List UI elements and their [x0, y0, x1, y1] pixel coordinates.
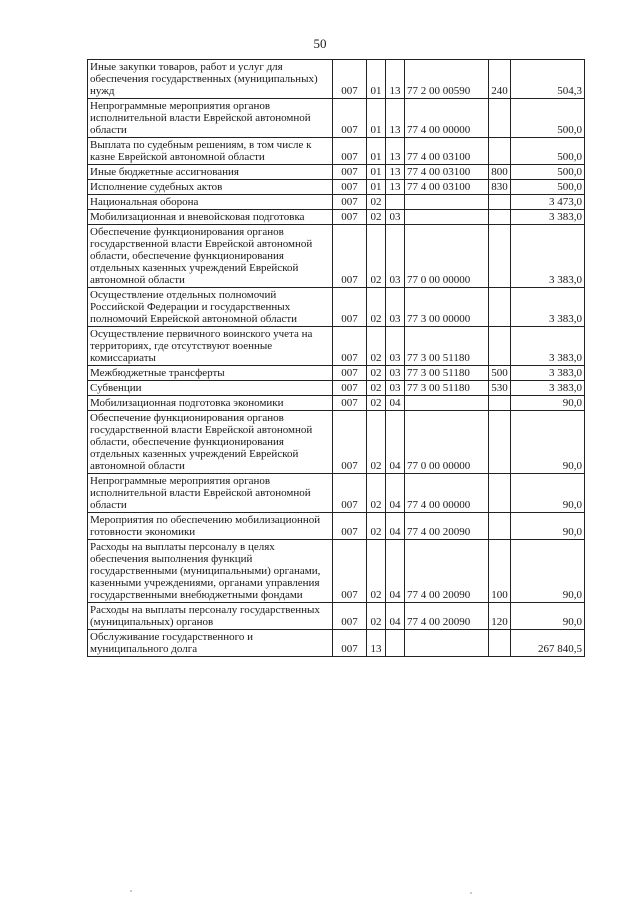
row-grbs: 007 [333, 138, 367, 165]
row-sum: 90,0 [511, 396, 585, 411]
row-grbs: 007 [333, 513, 367, 540]
row-section: 02 [367, 225, 386, 288]
row-subsection: 03 [386, 381, 405, 396]
row-grbs: 007 [333, 381, 367, 396]
row-name: Мобилизационная подготовка экономики [88, 396, 333, 411]
row-sum: 3 383,0 [511, 225, 585, 288]
table-row [88, 60, 585, 99]
row-subsection [386, 630, 405, 657]
row-target-article: 77 4 00 00000 [405, 99, 489, 138]
row-sum: 500,0 [511, 165, 585, 180]
row-subsection: 03 [386, 366, 405, 381]
table-row [88, 195, 585, 210]
row-section: 01 [367, 165, 386, 180]
row-expense-type [489, 513, 511, 540]
row-name: Обеспечение функционирования органов государственной власти Еврейской автономной области, обеспечение функционирования отдельных казенных учреждений Еврейской автономной области [88, 225, 333, 288]
row-section: 02 [367, 381, 386, 396]
row-name: Расходы на выплаты персоналу государственных (муниципальных) органов [88, 603, 333, 630]
row-expense-type [489, 195, 511, 210]
row-grbs: 007 [333, 288, 367, 327]
row-expense-type: 100 [489, 540, 511, 603]
table-row [88, 381, 585, 396]
row-sum: 3 383,0 [511, 210, 585, 225]
table-row [88, 225, 585, 288]
row-grbs: 007 [333, 210, 367, 225]
row-sum: 90,0 [511, 603, 585, 630]
row-target-article: 77 4 00 03100 [405, 180, 489, 195]
row-section: 02 [367, 366, 386, 381]
row-expense-type [489, 474, 511, 513]
row-section: 02 [367, 513, 386, 540]
row-target-article: 77 3 00 51180 [405, 366, 489, 381]
row-subsection: 03 [386, 288, 405, 327]
row-subsection: 13 [386, 165, 405, 180]
row-grbs: 007 [333, 396, 367, 411]
row-name: Национальная оборона [88, 195, 333, 210]
table-row [88, 165, 585, 180]
row-section: 02 [367, 540, 386, 603]
row-section: 02 [367, 603, 386, 630]
row-expense-type [489, 225, 511, 288]
row-subsection: 13 [386, 138, 405, 165]
row-subsection: 04 [386, 513, 405, 540]
budget-table [87, 59, 585, 657]
row-name: Иные бюджетные ассигнования [88, 165, 333, 180]
row-target-article: 77 3 00 00000 [405, 288, 489, 327]
row-expense-type: 530 [489, 381, 511, 396]
row-section: 01 [367, 60, 386, 99]
row-subsection: 13 [386, 60, 405, 99]
row-grbs: 007 [333, 327, 367, 366]
row-sum: 90,0 [511, 411, 585, 474]
row-target-article [405, 195, 489, 210]
scan-speck [130, 890, 132, 892]
row-subsection: 04 [386, 411, 405, 474]
table-row [88, 180, 585, 195]
row-subsection: 04 [386, 540, 405, 603]
row-sum: 3 473,0 [511, 195, 585, 210]
row-sum: 500,0 [511, 99, 585, 138]
row-grbs: 007 [333, 411, 367, 474]
row-subsection: 04 [386, 603, 405, 630]
row-grbs: 007 [333, 630, 367, 657]
table-row [88, 210, 585, 225]
row-expense-type [489, 411, 511, 474]
row-target-article [405, 210, 489, 225]
row-target-article: 77 0 00 00000 [405, 411, 489, 474]
row-expense-type [489, 210, 511, 225]
row-section: 02 [367, 210, 386, 225]
row-name: Субвенции [88, 381, 333, 396]
row-target-article: 77 4 00 03100 [405, 138, 489, 165]
row-subsection: 03 [386, 210, 405, 225]
table-row [88, 630, 585, 657]
row-sum: 500,0 [511, 138, 585, 165]
row-target-article: 77 0 00 00000 [405, 225, 489, 288]
row-sum: 3 383,0 [511, 381, 585, 396]
row-name: Мобилизационная и вневойсковая подготовка [88, 210, 333, 225]
row-target-article: 77 4 00 00000 [405, 474, 489, 513]
row-section: 01 [367, 138, 386, 165]
row-target-article: 77 4 00 03100 [405, 165, 489, 180]
row-grbs: 007 [333, 165, 367, 180]
row-subsection: 04 [386, 396, 405, 411]
row-sum: 90,0 [511, 513, 585, 540]
row-sum: 3 383,0 [511, 288, 585, 327]
row-grbs: 007 [333, 60, 367, 99]
row-target-article: 77 3 00 51180 [405, 381, 489, 396]
row-section: 02 [367, 288, 386, 327]
row-target-article: 77 4 00 20090 [405, 603, 489, 630]
page-number: 50 [313, 36, 327, 51]
table-row [88, 540, 585, 603]
row-sum: 3 383,0 [511, 366, 585, 381]
row-section: 02 [367, 195, 386, 210]
row-expense-type [489, 396, 511, 411]
table-row [88, 396, 585, 411]
row-name: Осуществление первичного воинского учета на территориях, где отсутствуют военные комиссариаты [88, 327, 333, 366]
table-row [88, 411, 585, 474]
row-target-article: 77 2 00 00590 [405, 60, 489, 99]
row-grbs: 007 [333, 540, 367, 603]
row-expense-type [489, 630, 511, 657]
row-section: 02 [367, 327, 386, 366]
row-target-article: 77 4 00 20090 [405, 540, 489, 603]
row-grbs: 007 [333, 99, 367, 138]
row-grbs: 007 [333, 603, 367, 630]
row-grbs: 007 [333, 366, 367, 381]
row-name: Межбюджетные трансферты [88, 366, 333, 381]
table-row [88, 327, 585, 366]
row-section: 02 [367, 474, 386, 513]
row-name: Иные закупки товаров, работ и услуг для обеспечения государственных (муниципальных) нужд [88, 60, 333, 99]
row-subsection: 03 [386, 225, 405, 288]
row-name: Исполнение судебных актов [88, 180, 333, 195]
row-section: 01 [367, 180, 386, 195]
row-sum: 90,0 [511, 474, 585, 513]
row-section: 13 [367, 630, 386, 657]
row-subsection: 13 [386, 180, 405, 195]
table-row [88, 99, 585, 138]
row-sum: 267 840,5 [511, 630, 585, 657]
row-sum: 500,0 [511, 180, 585, 195]
row-subsection: 04 [386, 474, 405, 513]
row-sum: 90,0 [511, 540, 585, 603]
table-row [88, 138, 585, 165]
row-name: Расходы на выплаты персоналу в целях обеспечения выполнения функций государственными (муниципальными) органами, казенными учреждениями, органами управления государственными внебюджетными фондами [88, 540, 333, 603]
row-sum: 504,3 [511, 60, 585, 99]
row-target-article: 77 3 00 51180 [405, 327, 489, 366]
row-expense-type: 120 [489, 603, 511, 630]
row-grbs: 007 [333, 474, 367, 513]
row-expense-type: 800 [489, 165, 511, 180]
row-expense-type [489, 138, 511, 165]
row-name: Мероприятия по обеспечению мобилизационной готовности экономики [88, 513, 333, 540]
scan-speck [470, 892, 472, 894]
row-section: 02 [367, 396, 386, 411]
row-subsection: 03 [386, 327, 405, 366]
row-grbs: 007 [333, 225, 367, 288]
table-row [88, 474, 585, 513]
row-grbs: 007 [333, 195, 367, 210]
row-target-article [405, 630, 489, 657]
row-grbs: 007 [333, 180, 367, 195]
row-name: Осуществление отдельных полномочий Российской Федерации и государственных полномочий Еврейской автономной области [88, 288, 333, 327]
table-row [88, 366, 585, 381]
row-subsection: 13 [386, 99, 405, 138]
row-expense-type [489, 327, 511, 366]
row-expense-type: 240 [489, 60, 511, 99]
row-expense-type: 500 [489, 366, 511, 381]
row-sum: 3 383,0 [511, 327, 585, 366]
row-section: 01 [367, 99, 386, 138]
table-row [88, 603, 585, 630]
row-name: Непрограммные мероприятия органов исполнительной власти Еврейской автономной области [88, 474, 333, 513]
row-expense-type: 830 [489, 180, 511, 195]
row-name: Обеспечение функционирования органов государственной власти Еврейской автономной области, обеспечение функционирования отдельных казенных учреждений Еврейской автономной области [88, 411, 333, 474]
row-target-article: 77 4 00 20090 [405, 513, 489, 540]
row-name: Обслуживание государственного и муниципального долга [88, 630, 333, 657]
table-row [88, 513, 585, 540]
row-name: Непрограммные мероприятия органов исполнительной власти Еврейской автономной области [88, 99, 333, 138]
row-expense-type [489, 99, 511, 138]
row-target-article [405, 396, 489, 411]
row-subsection [386, 195, 405, 210]
row-name: Выплата по судебным решениям, в том числе к казне Еврейской автономной области [88, 138, 333, 165]
row-expense-type [489, 288, 511, 327]
row-section: 02 [367, 411, 386, 474]
table-row [88, 288, 585, 327]
